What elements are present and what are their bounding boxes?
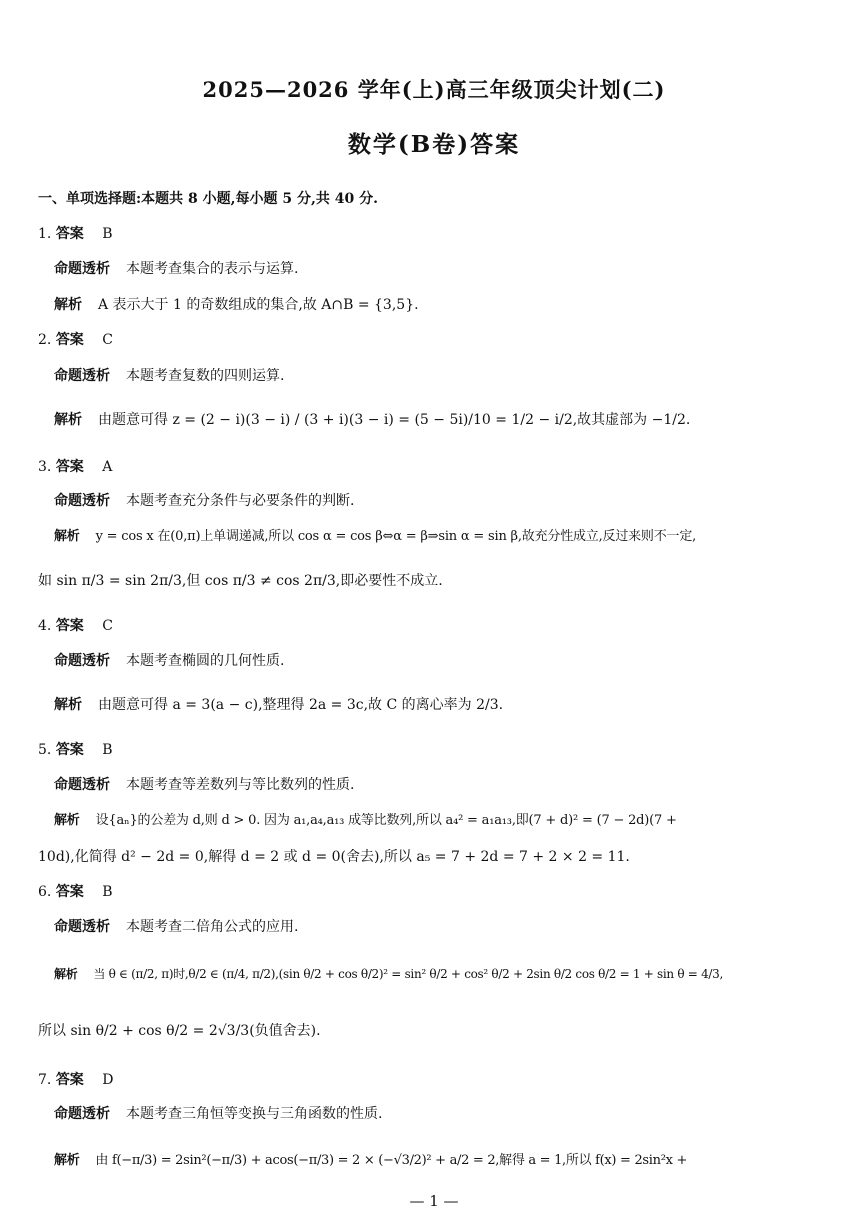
question-2-insight: 命题透析 本题考查复数的四则运算. — [54, 368, 285, 384]
question-2-solution: 解析 由题意可得 z = (2 − i)(3 − i) / (3 + i)(3 − i) = (5 − 5i)/10 = 1/2 − i/2,故其虚部为 −1/2. — [54, 412, 691, 428]
question-3-answer — [38, 457, 112, 477]
question-number: 1. — [38, 226, 52, 242]
answer-value: B — [102, 884, 113, 900]
question-number: 3. — [38, 459, 52, 475]
insight-label: 命题透析 — [54, 368, 110, 384]
answer-value: B — [102, 226, 113, 242]
answer-label: 答案 — [55, 884, 84, 900]
question-4-solution: 解析 由题意可得 a = 3(a − c),整理得 2a = 3c,故 C 的离心率为 2/3. — [54, 697, 504, 713]
insight-label: 命题透析 — [54, 919, 110, 935]
question-5-insight: 命题透析 本题考查等差数列与等比数列的性质. — [54, 777, 355, 793]
question-5-solution-line-1: 解析 设{aₙ}的公差为 d,则 d > 0. 因为 a₁,a₄,a₁₃ 成等比数列,所以 a₄² = a₁a₁₃,即(7 + d)² = (7 − 2d)(7 + — [54, 813, 677, 828]
question-6-insight: 命题透析 本题考查二倍角公式的应用. — [54, 919, 299, 935]
solution-label: 解析 — [54, 1153, 80, 1168]
solution-label: 解析 — [54, 813, 80, 828]
question-4-insight: 命题透析 本题考查椭圆的几何性质. — [54, 653, 285, 669]
page-number: — 1 — — [409, 1192, 459, 1210]
answer-value: D — [102, 1072, 114, 1088]
insight-label: 命题透析 — [54, 261, 110, 277]
answer-value: B — [102, 742, 113, 758]
question-4-answer — [38, 616, 113, 636]
question-number: 2. — [38, 332, 52, 348]
question-7-solution: 解析 由 f(−π/3) = 2sin²(−π/3) + acos(−π/3) = 2 × (−√3/2)² + a/2 = 2,解得 a = 1,所以 f(x) = 2sin²x + — [54, 1153, 688, 1168]
insight-label: 命题透析 — [54, 1106, 110, 1122]
answer-label: 答案 — [55, 226, 84, 242]
answer-value: A — [102, 459, 113, 475]
question-6-solution-line-1: 解析 当 θ ∈ (π/2, π)时,θ/2 ∈ (π/4, π/2),(sin θ/2 + cos θ/2)² = sin² θ/2 + cos² θ/2 + 2sin θ/2 cos θ/2 = 1 + sin θ = 4/3, — [54, 967, 724, 981]
question-number: 6. — [38, 884, 52, 900]
solution-label: 解析 — [54, 412, 82, 428]
answer-label: 答案 — [55, 332, 84, 348]
question-1-answer — [38, 224, 113, 244]
question-6-answer — [38, 882, 113, 902]
answer-label: 答案 — [55, 459, 84, 475]
answer-label: 答案 — [55, 1072, 84, 1088]
exam-subtitle: 数学(B卷)答案 — [347, 131, 521, 158]
insight-label: 命题透析 — [54, 777, 110, 793]
insight-label: 命题透析 — [54, 653, 110, 669]
question-2-answer — [38, 330, 113, 350]
question-number: 4. — [38, 618, 52, 634]
question-number: 5. — [38, 742, 52, 758]
answer-value: C — [102, 332, 113, 348]
question-7-insight: 命题透析 本题考查三角恒等变换与三角函数的性质. — [54, 1106, 383, 1122]
insight-label: 命题透析 — [54, 493, 110, 509]
question-3-insight: 命题透析 本题考查充分条件与必要条件的判断. — [54, 493, 355, 509]
question-5-answer — [38, 740, 113, 760]
answer-value: C — [102, 618, 113, 634]
question-1-solution: 解析 A 表示大于 1 的奇数组成的集合,故 A∩B = {3,5}. — [54, 297, 419, 313]
solution-label: 解析 — [54, 297, 82, 313]
question-1-insight: 命题透析 本题考查集合的表示与运算. — [54, 261, 299, 277]
solution-label: 解析 — [54, 967, 78, 981]
solution-label: 解析 — [54, 529, 80, 544]
section-heading: 一、单项选择题:本题共 8 小题,每小题 5 分,共 40 分. — [38, 191, 378, 207]
question-3-solution-line-1: 解析 y = cos x 在(0,π)上单调递减,所以 cos α = cos β⇔α = β⇒sin α = sin β,故充分性成立,反过来则不一定, — [54, 529, 697, 544]
solution-label: 解析 — [54, 697, 82, 713]
answer-label: 答案 — [55, 618, 84, 634]
question-7-answer — [38, 1070, 114, 1090]
question-6-solution-line-2: 所以 sin θ/2 + cos θ/2 = 2√3/3(负值舍去). — [38, 1023, 321, 1039]
answer-label: 答案 — [55, 742, 84, 758]
question-3-solution-line-2: 如 sin π/3 = sin 2π/3,但 cos π/3 ≠ cos 2π/3,即必要性不成立. — [38, 573, 443, 589]
question-5-solution-line-2: 10d),化简得 d² − 2d = 0,解得 d = 2 或 d = 0(舍去),所以 a₅ = 7 + 2d = 7 + 2 × 2 = 11. — [38, 849, 630, 865]
exam-title: 2025—2026 学年(上)高三年级顶尖计划(二) — [202, 77, 666, 102]
question-number: 7. — [38, 1072, 52, 1088]
